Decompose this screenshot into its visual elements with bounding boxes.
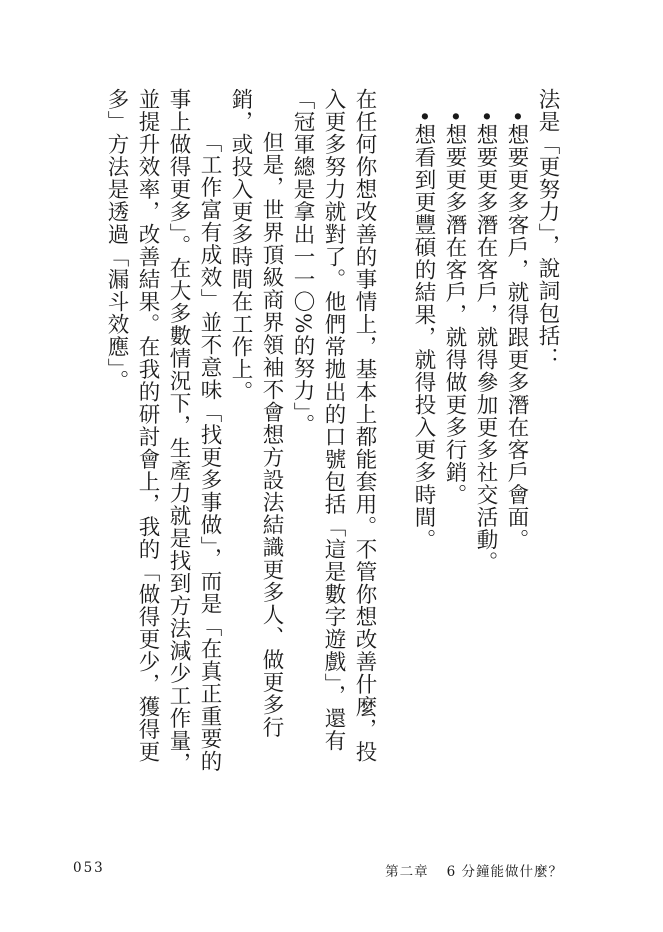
- bullet-item: [501, 88, 532, 778]
- bullet-text: 想要更多潛在客戶，就得做更多行銷。: [442, 123, 467, 506]
- paragraph: 在任何你想改善的事情上，基本上都能套用。不管你想改善什麼，投入更多努力就對了。他們常拋出的口號包括「這是數字遊戲」，還有「冠軍總是拿出一一〇%的努力」。: [290, 88, 377, 763]
- chapter-title: 6 分鐘能做什麼？: [446, 864, 563, 880]
- page-number: 053: [73, 860, 105, 876]
- bullet-text: 想要更多客戶，就得跟更多潛在客戶會面。: [504, 123, 529, 551]
- running-footer: [385, 860, 563, 880]
- bullet-marker: •: [473, 109, 498, 124]
- bullet-text: 想要更多潛在客戶，就得參加更多社交活動。: [473, 123, 498, 574]
- bullet-marker: •: [504, 109, 529, 124]
- intro-paragraph: 法是「更努力」，說詞包括：: [535, 88, 560, 370]
- paragraph: 「工作富有成效」並不意味「找更多事做」，而是「在真正重要的事上做得更多」。在大多數情況下，生產力就是找到方法減少工作量，並提升效率，改善結果。在我的研討會上，我的「做得更少，獲得更多」方法是透過「漏斗效應」。: [104, 88, 222, 775]
- section-spacer: [380, 88, 408, 89]
- bullet-item: [470, 88, 501, 778]
- paragraph: 但是，世界頂級商界領袖不會想方設法結識更多人、做更多行銷，或投入更多時間在工作上。: [228, 88, 284, 739]
- bullet-marker: •: [442, 109, 467, 124]
- bullet-marker: •: [411, 109, 436, 124]
- bullet-item: [439, 88, 470, 778]
- chapter-label: 第二章: [385, 864, 429, 880]
- bullet-text: 想看到更豐碩的結果，就得投入更多時間。: [411, 123, 436, 551]
- body-text: [101, 88, 563, 778]
- bullet-item: [408, 88, 439, 778]
